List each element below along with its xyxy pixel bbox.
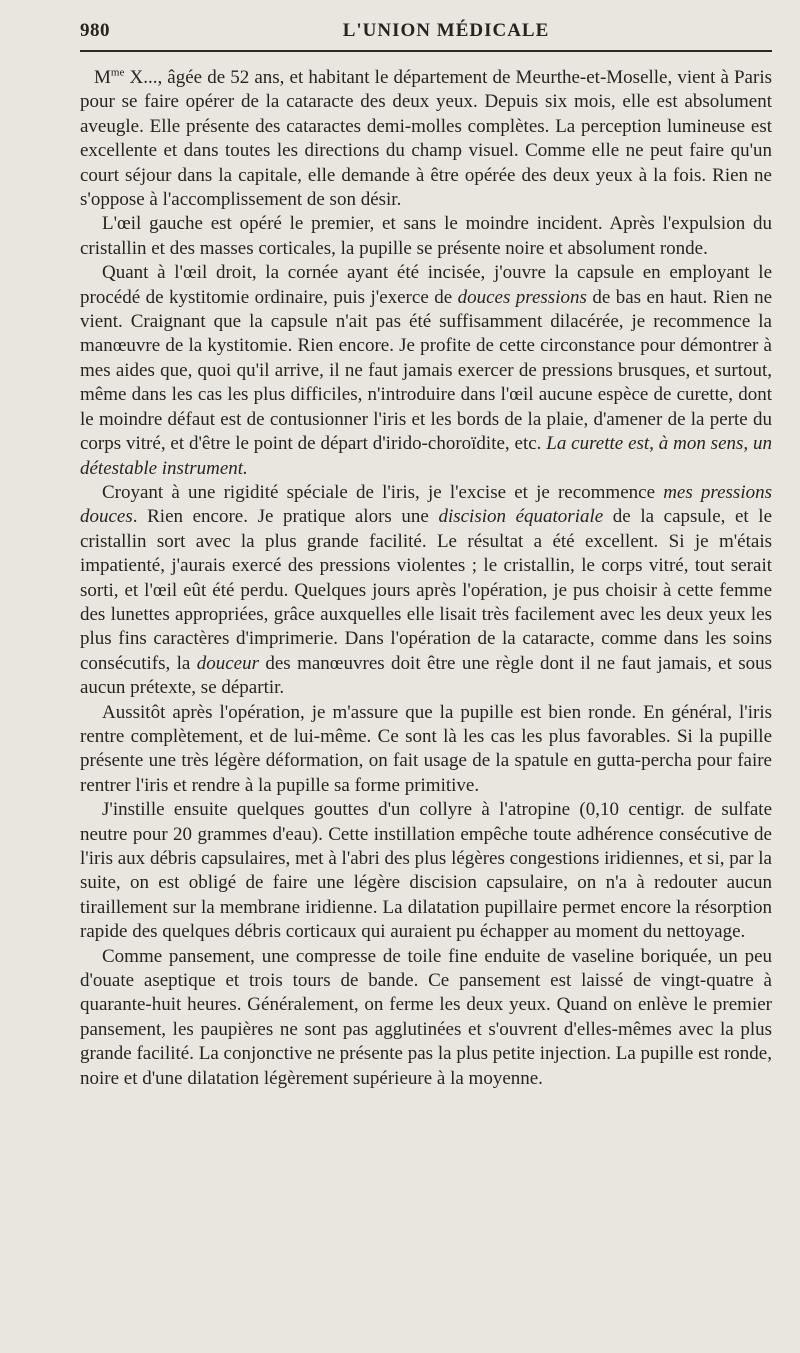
text-run: de la capsule, et le cristallin sort avec la plus grande facilité. Le résultat a été excellent. Si je m'étais impatienté, j'aurais exercé des pressions violentes ; le cristallin, le corps vitré, tout serait sorti, et l'œil eût été perdu. Quelques jours après l'opération, je pus choisir à cette femme des lunettes appropriées, grâce auxquelles elle lisait très facilement avec les deux yeux les plus fins caractères d'imprimerie. Dans l'opération de la cataracte, comme dans les soins consécutifs, la — [80, 506, 772, 674]
page-number: 980 — [80, 20, 110, 41]
text-run: L'œil gauche est opéré le premier, et sans le moindre incident. Après l'expulsion du cristallin et des masses corticales, la pupille se présente noire et absolument ronde. — [80, 213, 772, 259]
italic-text: discision équatoriale — [438, 506, 604, 528]
running-title: L'UNION MÉDICALE — [342, 20, 550, 41]
page-header — [80, 16, 772, 52]
paragraph-6 — [80, 798, 772, 944]
text-run: des manœuvres doit être une règle dont il ne faut jamais, et sous aucun prétexte, se départir. — [80, 652, 772, 699]
paragraph-5 — [80, 701, 772, 799]
text-run: Quant à l'œil droit, la cornée ayant été incisée, j'ouvre la capsule en employant le procédé de kystitomie ordinaire, puis j'exerce de — [80, 262, 772, 308]
italic-text: mes pressions douces — [80, 481, 772, 528]
paragraph-7 — [80, 945, 772, 1091]
paragraph-1 — [80, 66, 772, 212]
text-run: X..., âgée de 52 ans, et habitant le département de Meurthe-et-Moselle, vient à Paris pour se faire opérer de la cataracte des deux yeux. Depuis six mois, elle est absolument aveugle. Elle présente des cataractes demi-molles complètes. La perception lumineuse est excellente et dans toutes les directions du champ visuel. Comme elle ne peut faire qu'un court séjour dans la capitale, elle demande à être opérée des deux yeux à la fois. Rien ne s'oppose à l'accomplissement de son désir. — [80, 67, 772, 211]
article-body — [80, 66, 772, 1091]
paragraph-4 — [80, 481, 772, 701]
superscript-text: me — [110, 66, 125, 79]
text-run: M — [94, 67, 111, 88]
paragraph-2 — [80, 212, 772, 261]
italic-text: douces pressions — [457, 286, 587, 308]
text-run: Croyant à une rigidité spéciale de l'iris, je l'excise et je recommence — [102, 481, 664, 503]
paragraph-3 — [80, 261, 772, 481]
text-run: Aussitôt après l'opération, je m'assure que la pupille est bien ronde. En général, l'iris rentre complètement, et de lui-même. Ce sont là les cas les plus favorables. Si la pupille présente une très légère déformation, on fait usage de la spatule en gutta-percha pour faire rentrer l'iris et rendre à la pupille sa forme primitive. — [80, 701, 772, 796]
italic-text: La curette est, à mon sens, un détestable instrument. — [80, 433, 772, 479]
text-run: de bas en haut. Rien ne vient. Craignant que la capsule n'ait pas été suffisamment dilacérée, je recommence la manœuvre de la kystitomie. Rien encore. Je profite de cette circonstance pour démontrer à mes aides que, quoi qu'il arrive, il ne faut jamais exercer de pressions brusques, et surtout, même dans les cas les plus difficiles, n'introduire dans l'œil aucune espèce de curette, dont le moindre défaut est de contusionner l'iris et les bords de la plaie, d'amener de la perte du corps vitré, et d'être le point de départ d'irido-choroïdite, etc. — [80, 286, 772, 455]
italic-text: douceur — [196, 652, 259, 674]
text-run: Comme pansement, une compresse de toile fine enduite de vaseline boriquée, un peu d'ouate aseptique et trois tours de bande. Ce pansement est laissé de vingt-quatre à quarante-huit heures. Généralement, on ferme les deux yeux. Quand on enlève le premier pansement, les paupières ne sont pas agglutinées et s'ouvrent d'elles-mêmes avec la plus grande facilité. La conjonctive ne présente pas la plus petite injection. La pupille est ronde, noire et d'une dilatation légèrement supérieure à la moyenne. — [80, 945, 772, 1089]
text-run: . Rien encore. Je pratique alors une — [132, 506, 439, 528]
text-run: J'instille ensuite quelques gouttes d'un collyre à l'atropine (0,10 centigr. de sulfate neutre pour 20 grammes d'eau). Cette instillation empêche toute adhérence consécutive de l'iris aux débris capsulaires, met à l'abri des plus légères congestions iridiennes, et si, par la suite, on est obligé de faire une légère discision capsulaire, on n'a à redouter aucun tiraillement sur la membrane iridienne. La dilatation pupillaire permet encore la résorption rapide des quelques débris corticaux qui auraient pu échapper au moment du nettoyage. — [80, 799, 772, 943]
